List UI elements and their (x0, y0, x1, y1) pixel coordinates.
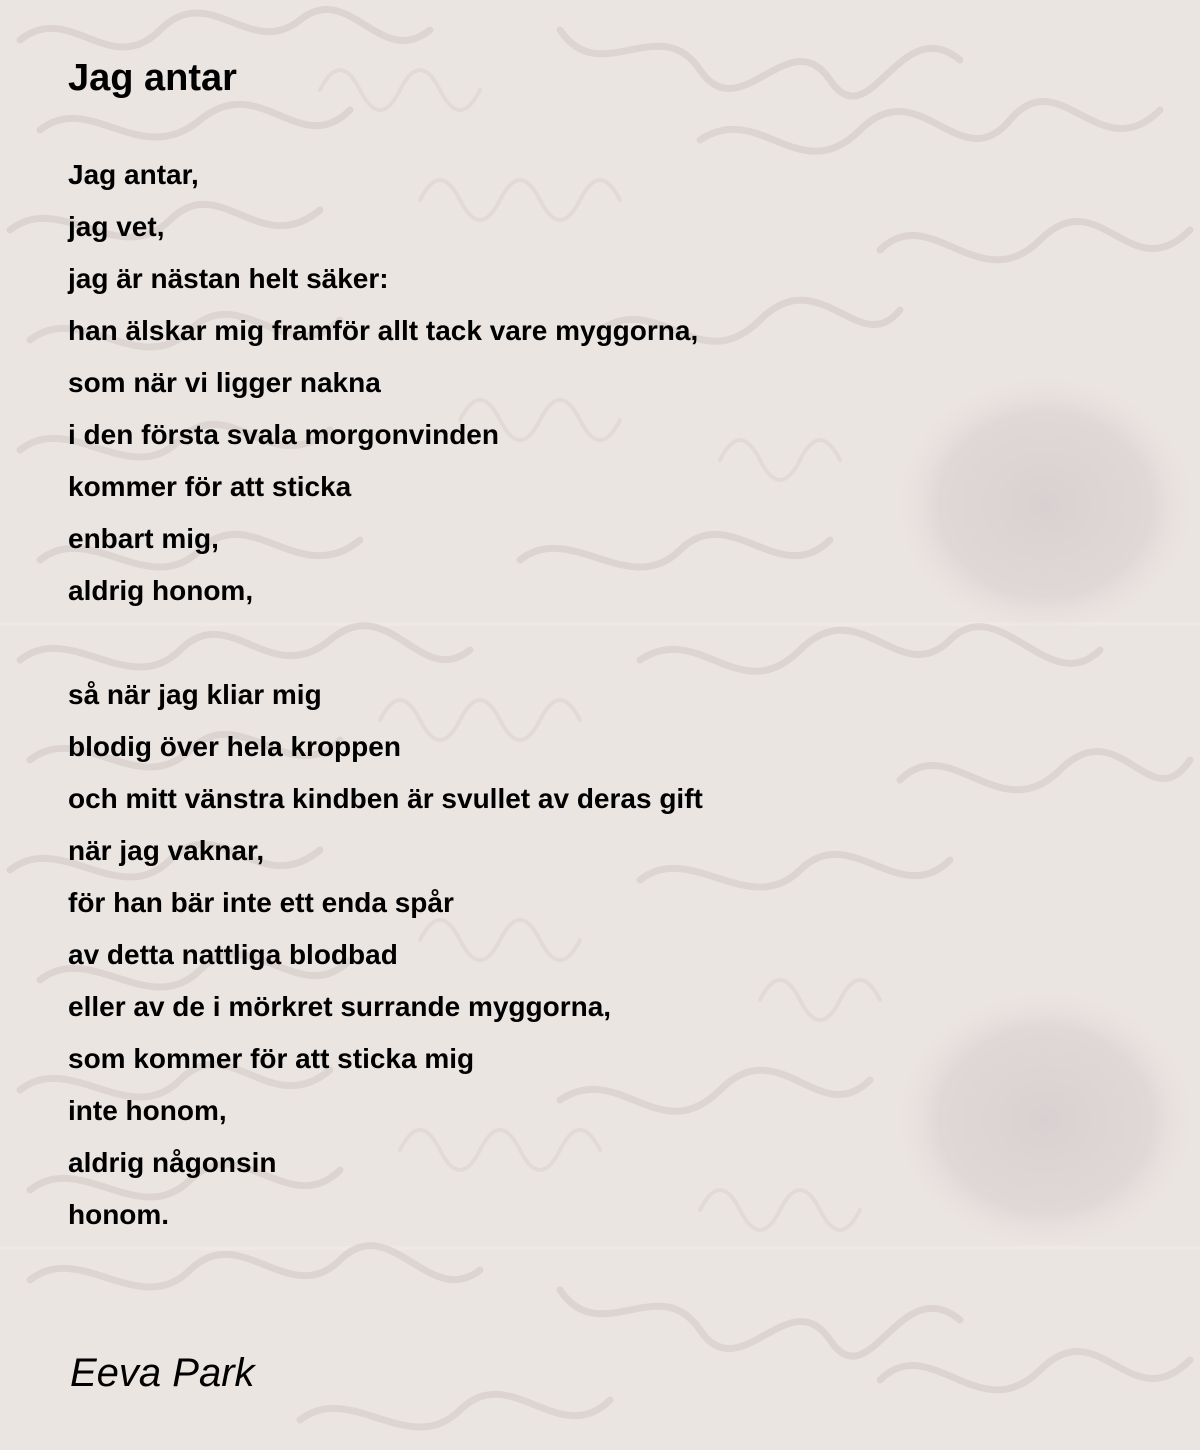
poem-line: och mitt vänstra kindben är svullet av deras gift (68, 783, 703, 814)
poem-line: enbart mig, (68, 523, 219, 554)
poem-line: i den första svala morgonvinden (68, 419, 499, 450)
poem-author: Eeva Park (70, 1351, 255, 1395)
stanza-2 (68, 669, 703, 1241)
poem-line: han älskar mig framför allt tack vare myggorna, (68, 315, 699, 346)
poem-line: när jag vaknar, (68, 835, 265, 866)
poem-line: aldrig någonsin (68, 1147, 277, 1178)
poem-line: som kommer för att sticka mig (68, 1043, 475, 1074)
poem-line: för han bär inte ett enda spår (68, 887, 454, 918)
poem-line: inte honom, (68, 1095, 227, 1126)
stanza-1 (68, 149, 698, 617)
poem-line: blodig över hela kroppen (68, 731, 401, 762)
poem-line: så när jag kliar mig (68, 679, 322, 710)
poem-line: som när vi ligger nakna (68, 367, 381, 398)
poem-line: jag är nästan helt säker: (68, 263, 389, 294)
poem-title: Jag antar (68, 57, 237, 99)
poem-line: aldrig honom, (68, 575, 254, 606)
poem-line: jag vet, (68, 211, 165, 242)
poem-line: av detta nattliga blodbad (68, 939, 398, 970)
poem-line: honom. (68, 1199, 170, 1230)
poem-line: eller av de i mörkret surrande myggorna, (68, 991, 612, 1022)
poem-line: kommer för att sticka (68, 471, 352, 502)
poem-line: Jag antar, (68, 159, 199, 190)
